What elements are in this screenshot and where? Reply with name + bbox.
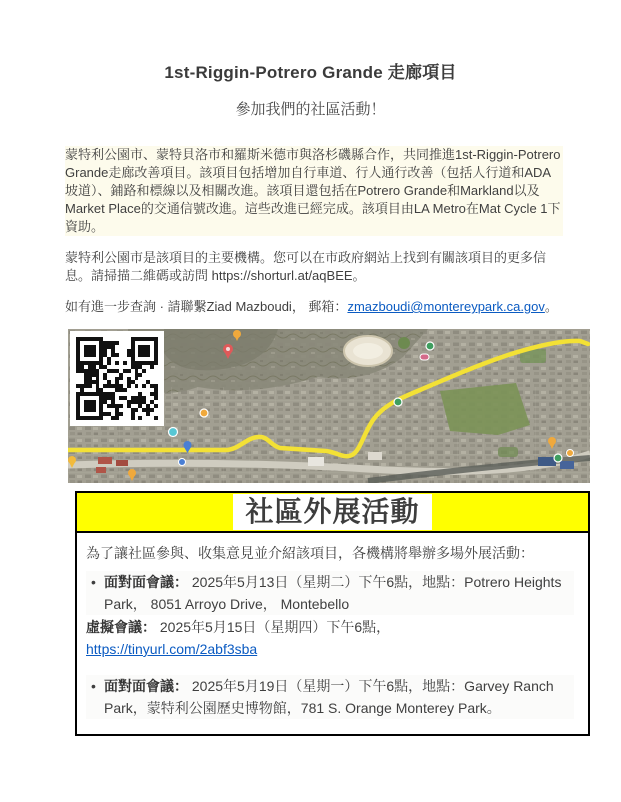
event-item-inperson-2 — [86, 675, 574, 719]
event-text — [104, 675, 574, 719]
page-subtitle: 參加我們的社區活動！ — [235, 101, 386, 118]
trees-patch — [398, 337, 410, 349]
sentence-period: 。 — [352, 268, 366, 283]
white-building — [368, 452, 382, 460]
project-corridor-map — [68, 329, 590, 483]
map-dot-green — [426, 342, 434, 350]
map-dot-cyan — [169, 428, 178, 437]
qr-modules — [76, 337, 158, 420]
map-dot-orange — [200, 409, 208, 417]
page-title: 1st-Riggin-Potrero Grande 走廊項目 — [164, 63, 457, 82]
shorturl-link[interactable]: https://shorturl.at/aqBEE — [211, 268, 353, 283]
map-dot-green — [554, 454, 562, 462]
event-text — [86, 616, 574, 638]
contact-paragraph — [65, 298, 563, 316]
quarry-basin-inner — [353, 343, 383, 359]
map-dot-orange — [567, 450, 574, 457]
outreach-banner — [77, 493, 588, 533]
bullet-marker: • — [91, 678, 96, 694]
event-type-label: 虛擬會議： — [86, 619, 156, 635]
event-details: 2025年5月19日（星期一）下午6點，地點：Garvey Ranch Park，蒙特利公園歷史博物館，781 S. Orange Monterey Park。 — [104, 678, 554, 716]
outreach-content — [77, 533, 588, 734]
email-link[interactable]: zmazboudi@montereypark.ca.gov — [347, 299, 545, 314]
outreach-section — [75, 491, 590, 736]
map-dot-green — [394, 398, 402, 406]
event-details: 2025年5月13日（星期二）下午6點，地點：Potrero Heights Park， 8051 Arroyo Drive， Montebello — [104, 574, 562, 612]
map-marker-pink — [420, 354, 429, 360]
contact-text: 如有進一步查詢 · 請聯繫Ziad Mazboudi， 郵箱： — [65, 299, 348, 314]
red-roof-building — [98, 457, 112, 464]
white-building — [308, 457, 324, 466]
event-text — [104, 571, 574, 615]
event-item-inperson-1 — [86, 571, 574, 615]
red-roof-building — [116, 460, 128, 466]
event-type-label: 面對面會議： — [104, 574, 188, 590]
green-patch — [498, 447, 518, 457]
map-dot-blue — [179, 459, 186, 466]
sentence-period: 。 — [544, 299, 558, 314]
intro-section — [65, 146, 563, 316]
blue-roof-building — [538, 457, 556, 466]
park-area — [440, 383, 530, 435]
lead-agency-paragraph — [65, 249, 563, 285]
virtual-meeting-link[interactable]: https://tinyurl.com/2abf3sba — [86, 641, 258, 657]
event-item-virtual — [86, 616, 574, 660]
red-roof-building — [96, 467, 106, 473]
outreach-banner-title: 社區外展活動 — [233, 494, 431, 530]
outreach-intro: 為了讓社區參與、收集意見並介紹該項目，各機構將舉辦多場外展活動： — [86, 545, 534, 561]
blue-roof-building — [560, 461, 574, 469]
bullet-marker: • — [91, 574, 96, 590]
event-details: 2025年5月15日（星期四）下午6點， — [156, 619, 391, 635]
qr-code — [70, 331, 164, 426]
lead-agency-text: 蒙特利公園市是該項目的主要機構。您可以在市政府網站上找到有關該項目的更多信息。請掃描二維碼或訪問 — [65, 250, 547, 283]
event-type-label: 面對面會議： — [104, 678, 188, 694]
project-description-paragraph: 蒙特利公園市、蒙特貝洛市和羅斯米德市與洛杉磯縣合作，共同推進1st-Riggin-Potrero Grande走廊改善項目。該項目包括增加自行車道、行人通行改善（包括人行道和ADA坡道）、鋪路和標線以及相關改進。該項目還包括在Potrero Grande和Markland以及Market Place的交通信號改進。這些改進已經完成。該項目由LA Metro在Mat Cycle 1下資助。 — [65, 146, 563, 236]
